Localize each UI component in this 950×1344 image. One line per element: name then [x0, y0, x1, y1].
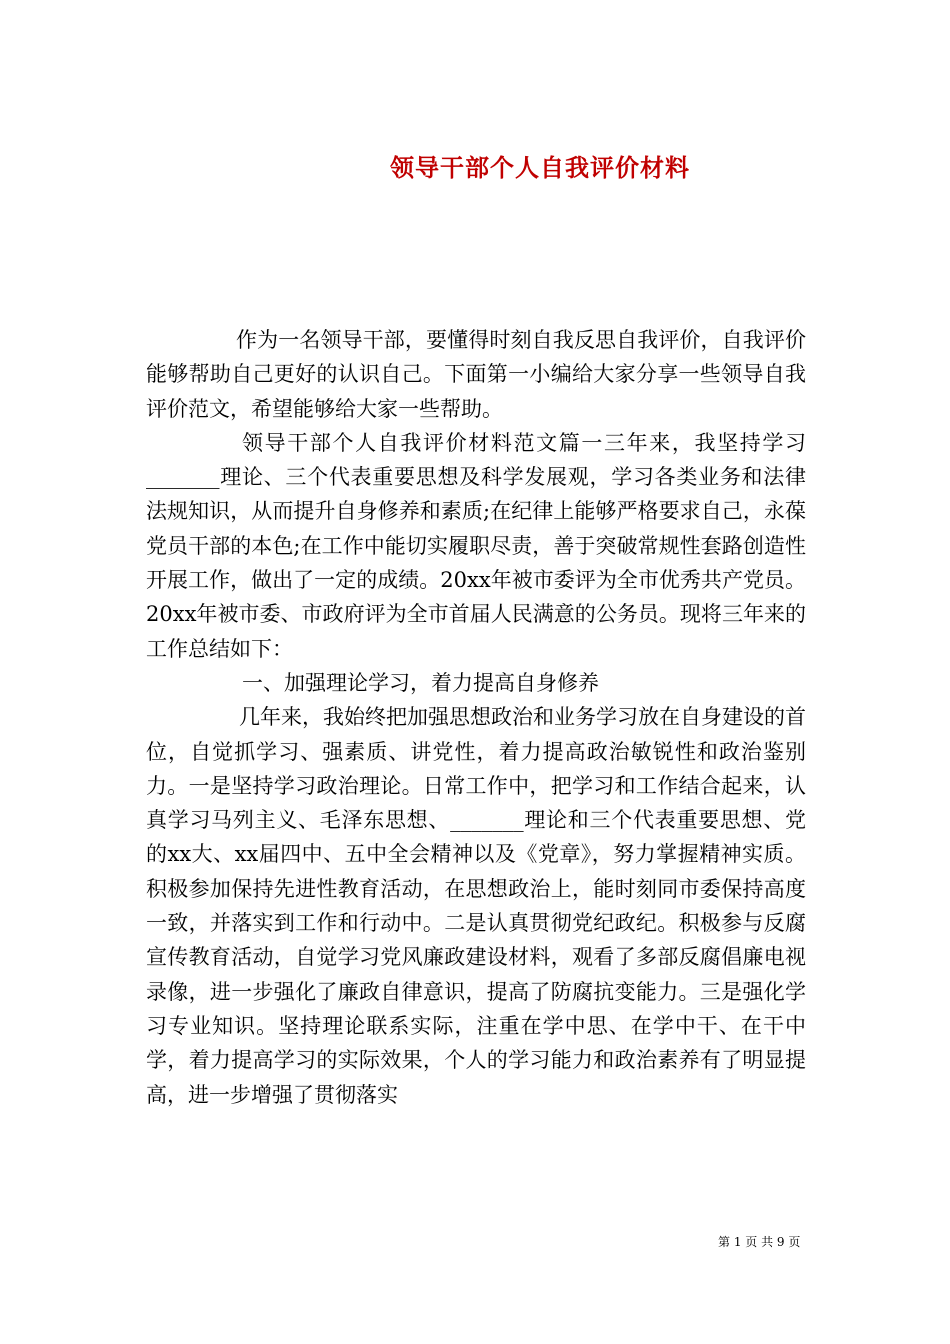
intro-paragraph: 作为一名领导干部，要懂得时刻自我反思自我评价，自我评价能够帮助自己更好的认识自己。下面第一小编给大家分享一些领导自我评价范文，希望能够给大家一些帮助。 [146, 328, 806, 421]
page-title: 领导干部个人自我评价材料 [390, 153, 690, 183]
section-paragraph: 几年来，我始终把加强思想政治和业务学习放在自身建设的首位，自觉抓学习、强素质、讲党性，着力提高政治敏锐性和政治鉴别力。一是坚持学习政治理论。日常工作中，把学习和工作结合起来，认真学习马列主义、毛泽东思想、_______理论和三个代表重要思想、党的xx大、xx届四中、五中全会精神以及《党章》，努力掌握精神实质。积极参加保持先进性教育活动，在思想政治上，能时刻同市委保持高度一致，并落实到工作和行动中。二是认真贯彻党纪政纪。积极参与反腐宣传教育活动，自觉学习党风廉政建设材料，观看了多部反腐倡廉电视录像，进一步强化了廉政自律意识，提高了防腐抗变能力。三是强化学习专业知识。坚持理论联系实际，注重在学中思、在学中干、在干中学，着力提高学习的实际效果，个人的学习能力和政治素养有了明显提高，进一步增强了贯彻落实 [146, 705, 806, 1107]
document-body [146, 323, 806, 1112]
essay-opening-paragraph: 领导干部个人自我评价材料范文篇一三年来，我坚持学习_______理论、三个代表重要思想及科学发展观，学习各类业务和法律法规知识，从而提升自身修养和素质;在纪律上能够严格要求自己，永葆党员干部的本色;在工作中能切实履职尽责，善于突破常规性套路创造性开展工作，做出了一定的成绩。20xx年被市委评为全市优秀共产党员。20xx年被市委、市政府评为全市首届人民满意的公务员。现将三年来的工作总结如下： [146, 430, 806, 661]
page-indicator: 第 1 页 共 9 页 [718, 1235, 801, 1249]
section-heading: 一、加强理论学习，着力提高自身修养 [242, 670, 599, 695]
